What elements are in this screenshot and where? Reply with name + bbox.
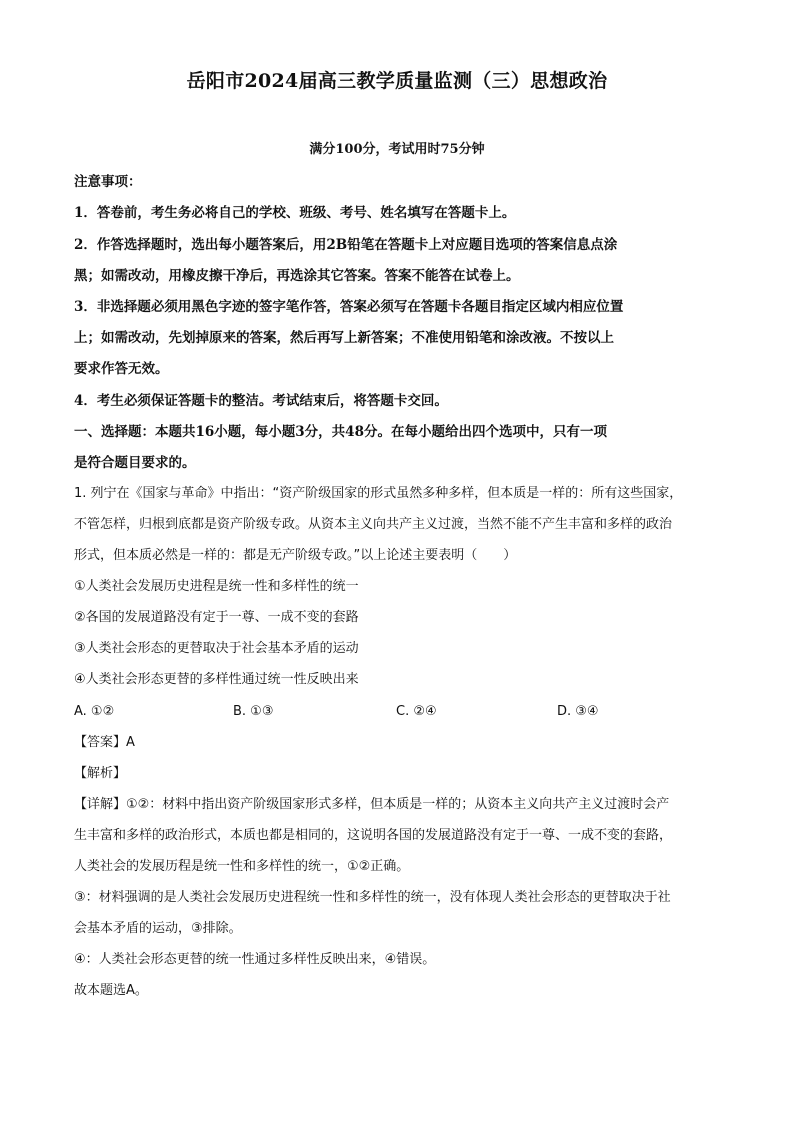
question-stem: 不管怎样，归根到底都是资产阶级专政。从资本主义向共产主义过渡，当然不能不产生丰富和多样的政治: [74, 517, 673, 532]
option-a: A. ①②: [74, 704, 115, 719]
notes-line: 上；如需改动，先划掉原来的答案，然后再写上新答案；不准使用铅笔和涂改液。不按以上: [74, 330, 614, 346]
notes-line: 3．非选择题必须用黑色字迹的签字笔作答，答案必须写在答题卡各题目指定区域内相应位置: [74, 299, 624, 315]
question-statement: ①人类社会发展历史进程是统一性和多样性的统一: [74, 579, 359, 594]
option-d: D. ③④: [557, 704, 599, 719]
section-heading: 一、选择题：本题共16小题，每小题3分，共48分。在每小题给出四个选项中，只有一项: [74, 424, 607, 440]
question-stem: 形式，但本质必然是一样的：都是无产阶级专政。”以上论述主要表明（ ）: [74, 548, 517, 563]
question-statement: ③人类社会形态的更替取决于社会基本矛盾的运动: [74, 641, 359, 656]
analysis-line: 【详解】①②：材料中指出资产阶级国家形式多样，但本质是一样的；从资本主义向共产主义过渡时会产: [74, 797, 670, 812]
question-statement: ④人类社会形态更替的多样性通过统一性反映出来: [74, 672, 359, 687]
exam-duration-note: 满分100分，考试用时75分钟: [309, 142, 485, 157]
notes-line: 1．答卷前，考生务必将自己的学校、班级、考号、姓名填写在答题卡上。: [74, 205, 516, 221]
analysis-line: 生丰富和多样的政治形式，本质也都是相同的，这说明各国的发展道路没有定于一尊、一成不变的套路，: [74, 828, 673, 843]
analysis-heading: 【解析】: [74, 766, 127, 781]
analysis-line: 故本题选A。: [74, 983, 148, 998]
page-title: 岳阳市2024届高三教学质量监测（三）思想政治: [186, 70, 608, 92]
option-c: C. ②④: [396, 704, 437, 719]
notes-line: 2．作答选择题时，选出每小题答案后，用2B铅笔在答题卡上对应题目选项的答案信息点涂: [74, 237, 618, 253]
option-b: B. ①③: [233, 704, 274, 719]
analysis-line: 人类社会的发展历程是统一性和多样性的统一，①②正确。: [74, 859, 410, 874]
notes-line: 4．考生必须保证答题卡的整洁。考试结束后，将答题卡交回。: [74, 393, 448, 409]
analysis-line: ④：人类社会形态更替的统一性通过多样性反映出来，④错误。: [74, 952, 436, 967]
analysis-line: ③：材料强调的是人类社会发展历史进程统一性和多样性的统一，没有体现人类社会形态的更替取决于社: [74, 890, 671, 905]
notes-line: 要求作答无效。: [74, 361, 169, 377]
question-statement: ②各国的发展道路没有定于一尊、一成不变的套路: [74, 610, 359, 625]
analysis-line: 会基本矛盾的运动，③排除。: [74, 921, 242, 936]
answer-label: 【答案】A: [74, 735, 135, 750]
notes-heading: 注意事项：: [74, 174, 142, 190]
notes-line: 黑；如需改动，用橡皮擦干净后，再选涂其它答案。答案不能答在试卷上。: [74, 268, 520, 284]
question-stem: 1. 列宁在《国家与革命》中指出：“资产阶级国家的形式虽然多种多样，但本质是一样的：所有这些国家，: [74, 486, 683, 501]
section-heading: 是符合题目要求的。: [74, 455, 196, 471]
